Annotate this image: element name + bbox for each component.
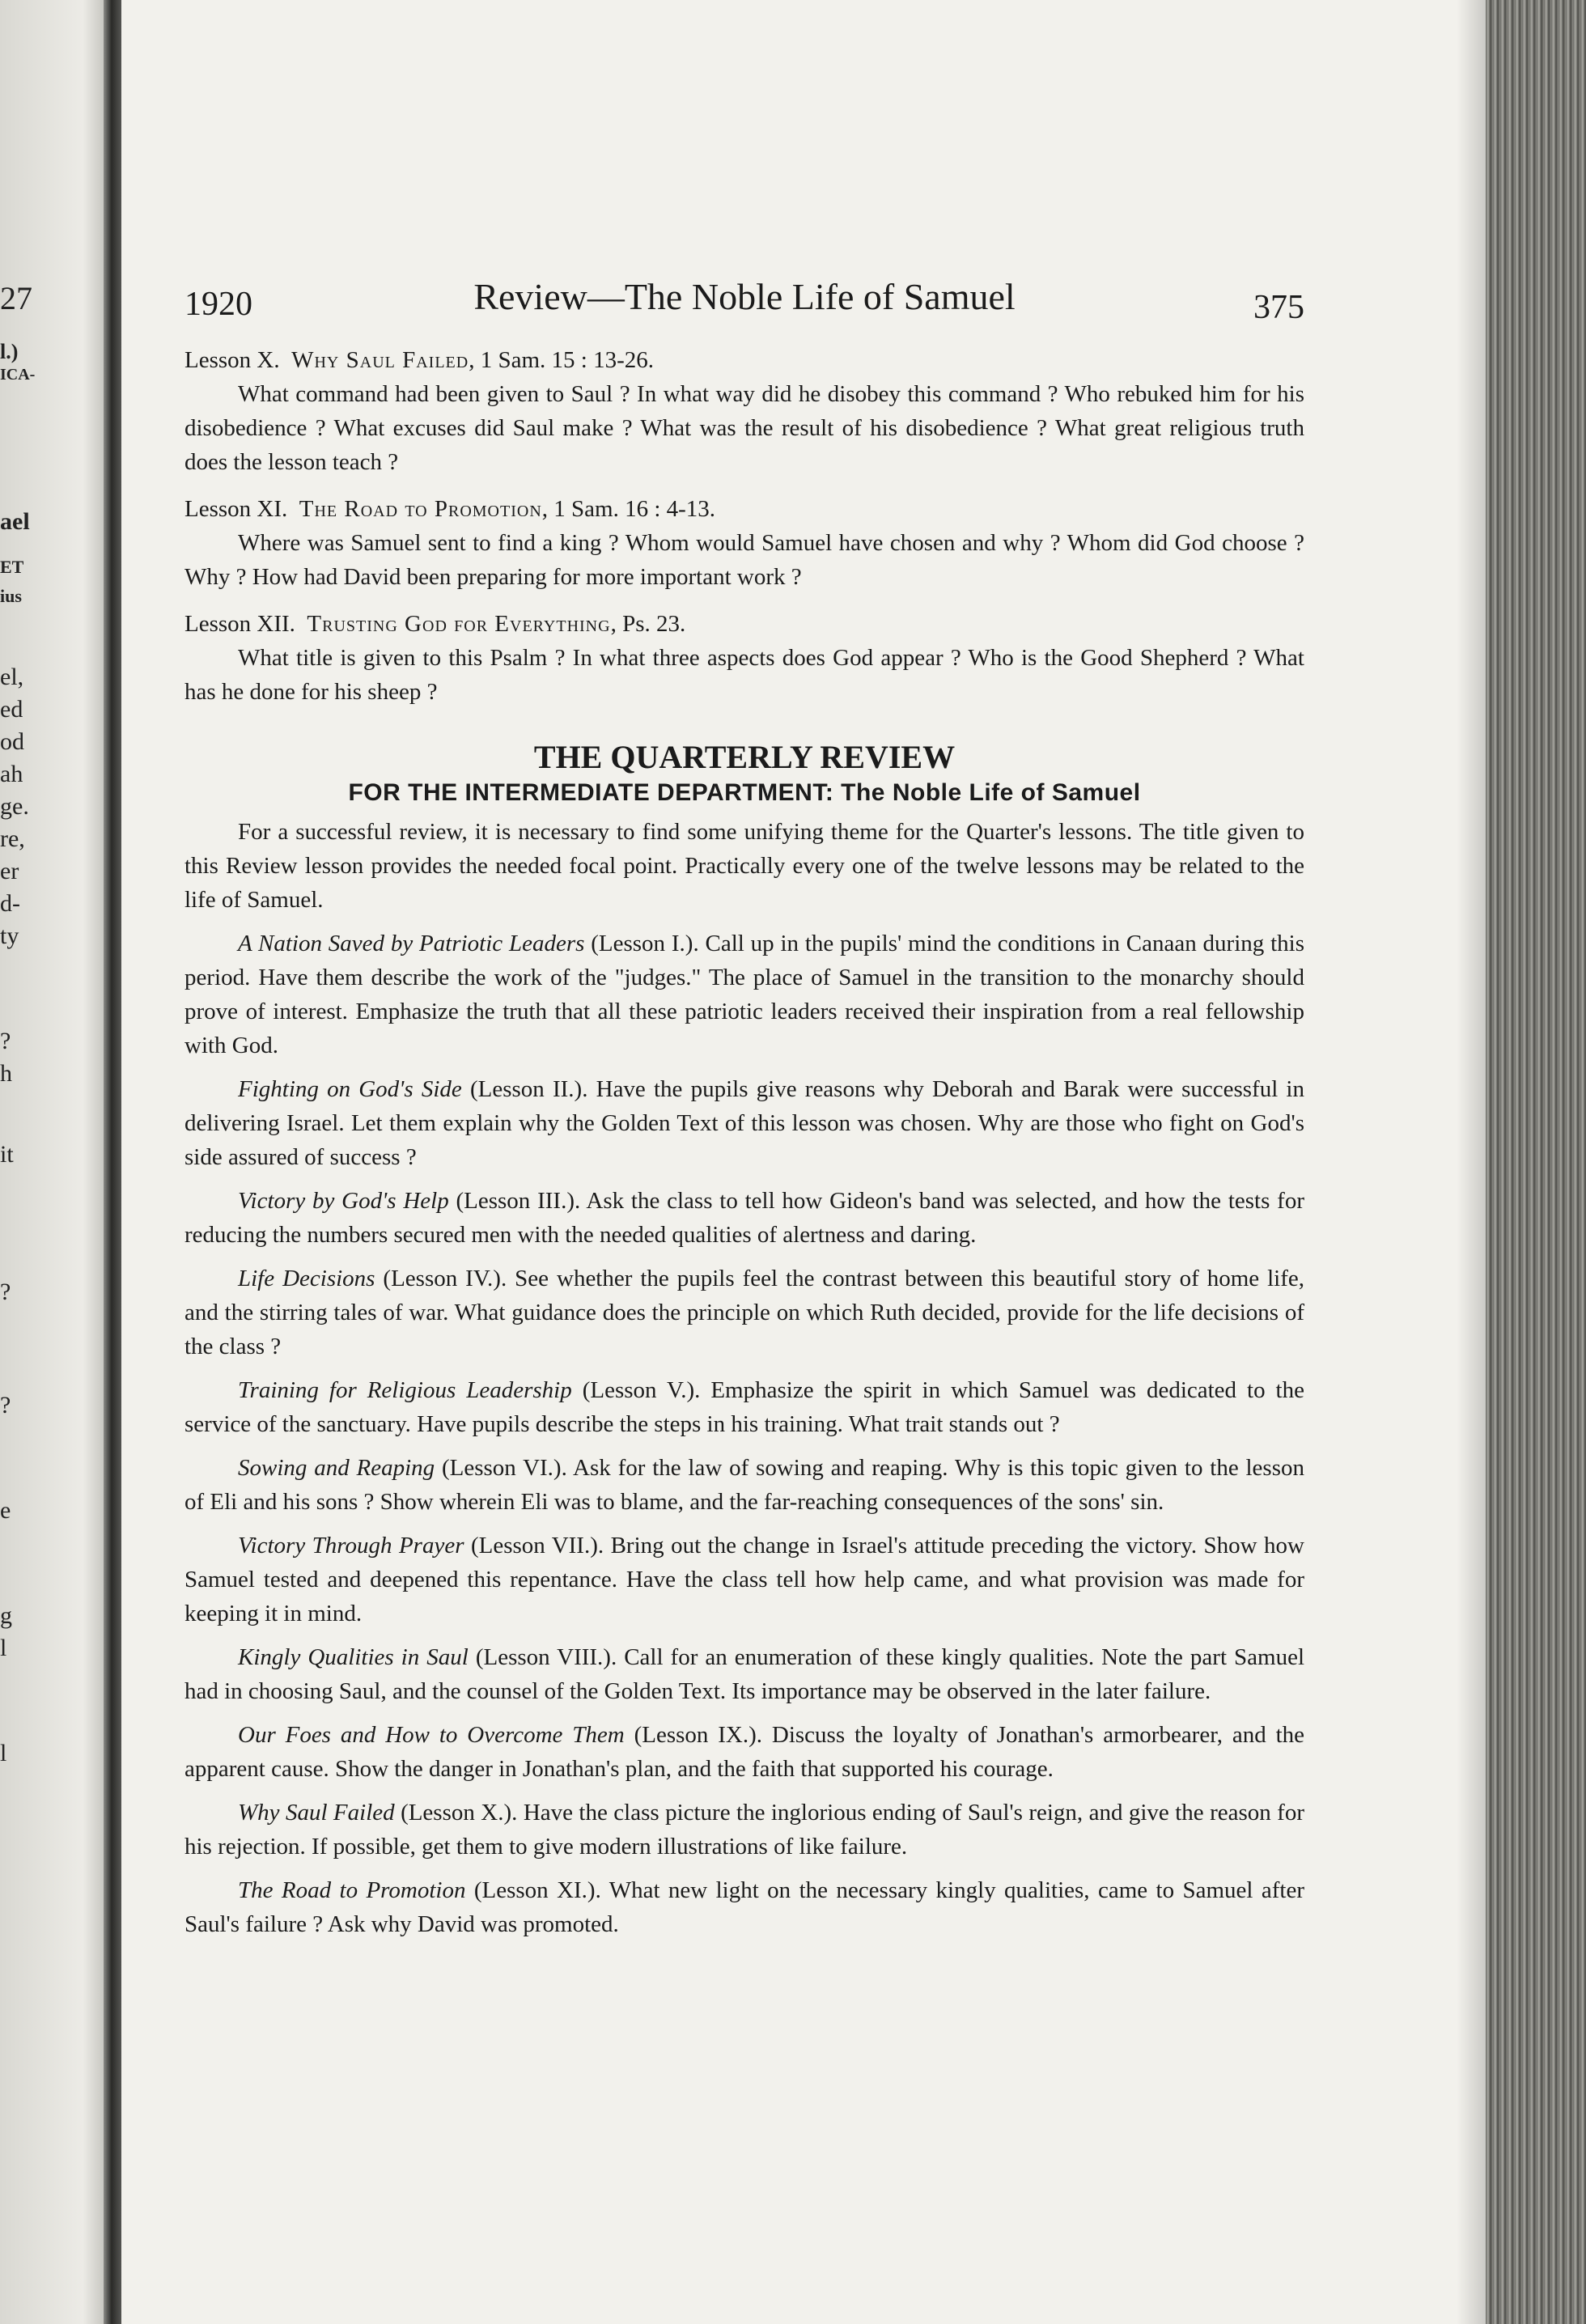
facing-page-fragment: e — [0, 1497, 11, 1524]
lesson-reference: , 1 Sam. 15 : 13-26. — [469, 347, 654, 373]
facing-page-fragment: ah — [0, 761, 23, 787]
paragraph-topic: A Nation Saved by Patriotic Leaders — [238, 931, 585, 956]
paragraph-topic: Victory by God's Help — [238, 1188, 449, 1214]
review-paragraph — [184, 1873, 1304, 1941]
facing-page-fragment: l — [0, 1635, 7, 1661]
lesson-heading — [184, 492, 1304, 526]
facing-page-fragment: h — [0, 1060, 12, 1087]
facing-page-fragment: ge. — [0, 793, 29, 820]
lesson-label: Lesson XII. — [184, 611, 295, 637]
paragraph-text: (Lesson IV.). See whether the pupils feel the contrast between this beautiful story of home life, and the stirring tales of war. What guidance does the principle on which Ruth decided, provide for the life decisions of the class ? — [184, 1266, 1304, 1359]
paragraph-text: (Lesson VI.). Ask for the law of sowing and reaping. Why is this topic given to the lesson of Eli and his sons ? Show wherein Eli was to blame, and the far-reaching consequences of the sons' sin. — [184, 1455, 1305, 1515]
facing-page-fragment: ael — [0, 508, 30, 535]
lesson-title: Trusting God for Everything — [307, 611, 611, 637]
facing-page-fragment: it — [0, 1141, 14, 1168]
lesson-xii — [184, 607, 1304, 709]
review-paragraph — [184, 1072, 1304, 1174]
book-page — [184, 275, 1304, 1951]
facing-page-fragment: el, — [0, 664, 24, 690]
review-paragraph — [184, 927, 1304, 1062]
book-gutter — [104, 0, 121, 2324]
facing-page-fragment: ed — [0, 696, 23, 723]
lesson-reference: , Ps. 23. — [610, 611, 686, 637]
paragraph-topic: Kingly Qualities in Saul — [238, 1644, 469, 1670]
running-head-year: 1920 — [184, 286, 252, 323]
facing-page-fragment: od — [0, 728, 24, 755]
review-paragraph — [184, 1796, 1304, 1864]
paragraph-text: (Lesson X.). Have the class picture the inglorious ending of Saul's reign, and give the reason for his rejection. If possible, get them to give modern illustrations of like failure. — [184, 1800, 1304, 1860]
review-paragraph — [184, 1184, 1304, 1252]
lesson-questions: What title is given to this Psalm ? In what three aspects does God appear ? Who is the Good Shepherd ? What has he done for his sheep ? — [184, 645, 1304, 705]
facing-page-fragment: ius — [0, 586, 22, 606]
section-title: THE QUARTERLY REVIEW — [533, 739, 956, 775]
facing-page-fragment: 27 — [0, 280, 32, 316]
facing-page-fragment: ? — [0, 1028, 11, 1054]
facing-page-fragment: l.) — [0, 340, 19, 363]
facing-page-fragment: ? — [0, 1392, 11, 1419]
running-head-title: Review—The Noble Life of Samuel — [473, 276, 1016, 317]
lesson-xi — [184, 492, 1304, 594]
facing-page-fragment: ET — [0, 557, 24, 577]
review-paragraph — [184, 1640, 1304, 1708]
paragraph-topic: Why Saul Failed — [238, 1800, 395, 1826]
facing-page-fragment: l — [0, 1740, 7, 1766]
running-head — [184, 275, 1304, 332]
lesson-heading — [184, 343, 1304, 377]
paragraph-topic: Our Foes and How to Overcome Them — [238, 1722, 625, 1748]
review-paragraph — [184, 1451, 1304, 1519]
facing-page-fragment: d- — [0, 890, 20, 917]
paragraph-topic: Victory Through Prayer — [238, 1533, 464, 1559]
paragraph-text: (Lesson IX.). Discuss the loyalty of Jonathan's armorbearer, and the apparent cause. Show the danger in Jonathan's plan, and the faith that supported his courage. — [184, 1722, 1305, 1782]
paragraph-text: (Lesson VII.). Bring out the change in Israel's attitude preceding the victory. Show how Samuel tested and deepened this repentance. Have the class tell how help came, and what provision was made for keeping it in mind. — [184, 1533, 1304, 1626]
lesson-label: Lesson X. — [184, 347, 280, 373]
review-intro: For a successful review, it is necessary to find some unifying theme for the Quarter's lessons. The title given to this Review lesson provides the needed focal point. Practically every one of the twelve lessons may be related to the life of Samuel. — [184, 819, 1304, 913]
paragraph-topic: Life Decisions — [238, 1266, 375, 1291]
paragraph-topic: Sowing and Reaping — [238, 1455, 435, 1481]
lesson-questions: Where was Samuel sent to find a king ? Whom would Samuel have chosen and why ? Whom did God choose ? Why ? How had David been preparing for more important work ? — [184, 530, 1304, 590]
paragraph-text: (Lesson II.). Have the pupils give reasons why Deborah and Barak were successful in delivering Israel. Let them explain why the Golden Text of this lesson was chosen. Why are those who fight on God's side assured of success ? — [184, 1076, 1304, 1170]
page-edge-shadow — [1457, 0, 1489, 2324]
lesson-reference: , 1 Sam. 16 : 4-13. — [541, 496, 716, 522]
review-paragraph — [184, 1529, 1304, 1631]
facing-page-fragment: ty — [0, 922, 19, 949]
facing-page-fragment: re, — [0, 825, 25, 852]
facing-page-fragment: ? — [0, 1279, 11, 1305]
lesson-title: Why Saul Failed — [291, 347, 469, 373]
review-paragraph — [184, 1373, 1304, 1441]
section-subtitle: FOR THE INTERMEDIATE DEPARTMENT: The Noble Life of Samuel — [348, 779, 1141, 806]
paragraph-text: (Lesson I.). Call up in the pupils' mind the conditions in Canaan during this period. Have them describe the work of the "judges." The place of Samuel in the transition to the monarchy should prove of interest. Emphasize the truth that all these patriotic leaders received their inspiration from a real fellowship with God. — [184, 931, 1304, 1058]
lesson-questions: What command had been given to Saul ? In what way did he disobey this command ? Who rebuked him for his disobedience ? What excuses did Saul make ? What was the result of his disobedience ? What great religious truth does the lesson teach ? — [184, 381, 1304, 475]
paragraph-topic: Training for Religious Leadership — [238, 1377, 572, 1403]
facing-page-fragment: er — [0, 858, 19, 884]
review-paragraph — [184, 1718, 1304, 1786]
paragraph-text: (Lesson V.). Emphasize the spirit in which Samuel was dedicated to the service of the sanctuary. Have pupils describe the steps in his training. What trait stands out ? — [184, 1377, 1304, 1437]
paragraph-topic: The Road to Promotion — [238, 1877, 466, 1903]
paragraph-text: (Lesson III.). Ask the class to tell how Gideon's band was selected, and how the tests for reducing the numbers secured men with the needed qualities of alertness and daring. — [184, 1188, 1304, 1248]
facing-page-fragment: ICA- — [0, 366, 36, 384]
facing-page-edge — [0, 0, 104, 2324]
lesson-heading — [184, 607, 1304, 641]
lesson-title: The Road to Promotion — [299, 496, 542, 522]
paragraph-topic: Fighting on God's Side — [238, 1076, 462, 1102]
lesson-label: Lesson XI. — [184, 496, 288, 522]
page-number: 375 — [1253, 289, 1304, 326]
lesson-x — [184, 343, 1304, 479]
paragraph-text: (Lesson XI.). What new light on the necessary kingly qualities, came to Samuel after Saul's failure ? Ask why David was promoted. — [184, 1877, 1304, 1937]
page-stack-edge — [1486, 0, 1586, 2324]
review-paragraph — [184, 1262, 1304, 1363]
facing-page-fragment: g — [0, 1602, 12, 1629]
paragraph-text: (Lesson VIII.). Call for an enumeration of these kingly qualities. Note the part Samuel had in choosing Saul, and the counsel of the Golden Text. Its importance may be observed in the later failure. — [184, 1644, 1304, 1704]
